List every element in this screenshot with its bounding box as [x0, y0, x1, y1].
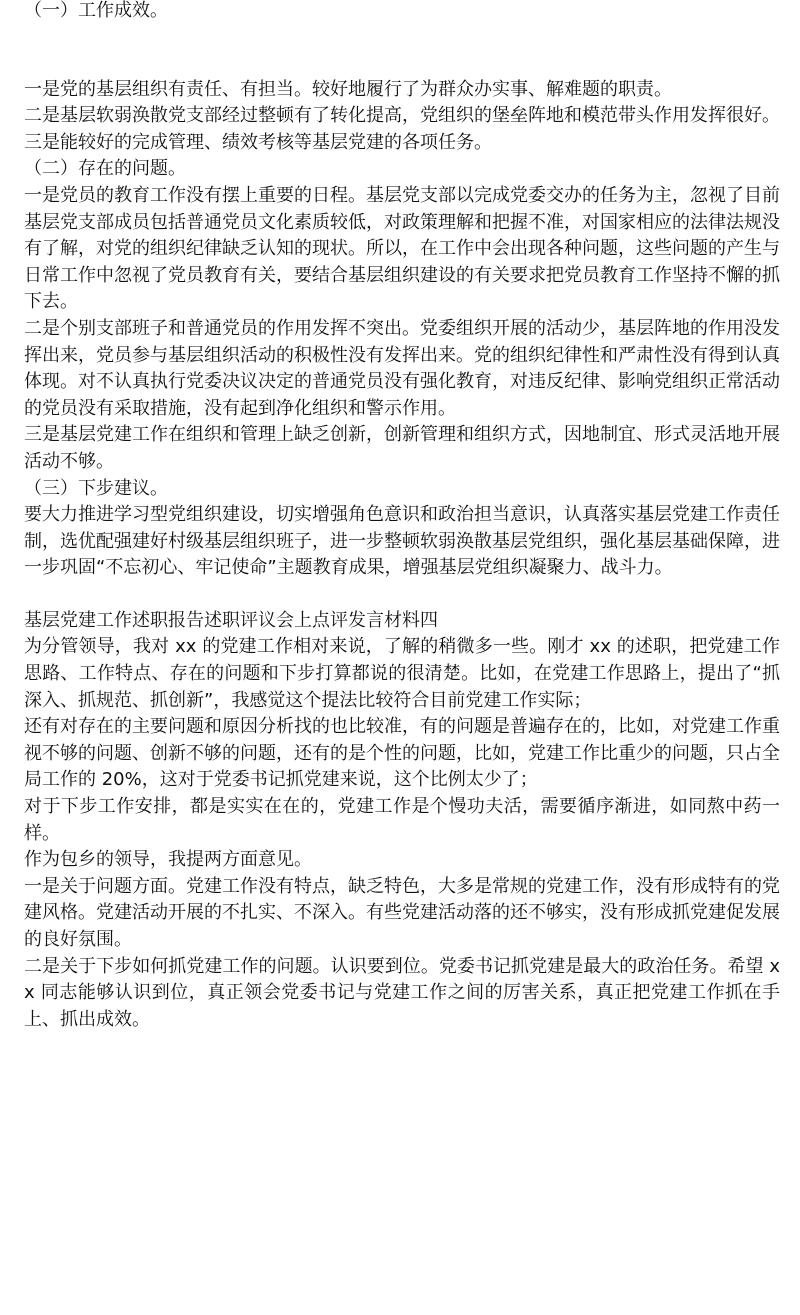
section4-paragraph-2: 还有对存在的主要问题和原因分析找的也比较准，有的问题是普遍存在的，比如，对党建工作重视不够的问题、创新不够的问题，还有的是个性的问题，比如，党建工作比重少的问题，只占全局工作的 20%，这对于党委书记抓党建来说，这个比例太少了； [24, 716, 780, 791]
section4-paragraph-6: 二是关于下步如何抓党建工作的问题。认识要到位。党委书记抓党建是最大的政治任务。希望 xx 同志能够认识到位，真正领会党委书记与党建工作之间的厉害关系，真正把党建工作抓在手上、抓出成效。 [24, 955, 780, 1030]
section3-heading: （三）下步建议。 [24, 477, 168, 499]
section4-paragraph-3: 对于下步工作安排，都是实实在在的，党建工作是个慢功夫活，需要循序渐进，如同熬中药一样。 [24, 796, 780, 844]
section1-paragraph-1: 一是党的基层组织有责任、有担当。较好地履行了为群众办实事、解难题的职责。 [24, 78, 672, 100]
spacer [24, 582, 780, 608]
section3-paragraph-1: 要大力推进学习型党组织建设，切实增强角色意识和政治担当意识，认真落实基层党建工作责任制，选优配强建好村级基层组织班子，进一步整顿软弱涣散基层党组织，强化基层基础保障，进一步巩固“不忘初心、牢记使命”主题教育成果，增强基层党组织凝聚力、战斗力。 [24, 504, 780, 579]
section2-paragraph-3: 三是基层党建工作在组织和管理上缺乏创新，创新管理和组织方式，因地制宜、形式灵活地开展活动不够。 [24, 424, 780, 472]
document-page [24, 0, 780, 1033]
section2-paragraph-1: 一是党员的教育工作没有摆上重要的日程。基层党支部以完成党委交办的任务为主，忽视了目前基层党支部成员包括普通党员文化素质较低，对政策理解和把握不准，对国家相应的法律法规没有了解，对党的组织纪律缺乏认知的现状。所以，在工作中会出现各种问题，这些问题的产生与日常工作中忽视了党员教育有关，要结合基层组织建设的有关要求把党员教育工作坚持不懈的抓下去。 [24, 184, 780, 313]
spacer [24, 25, 780, 77]
section4-paragraph-1: 为分管领导，我对 xx 的党建工作相对来说，了解的稍微多一些。刚才 xx 的述职，把党建工作思路、工作特点、存在的问题和下步打算都说的很清楚。比如，在党建工作思路上，提出了“抓深入、抓规范、抓创新”，我感觉这个提法比较符合目前党建工作实际； [24, 636, 780, 711]
section1-heading: （一）工作成效。 [24, 0, 168, 21]
section4-title: 基层党建工作述职报告述职评议会上点评发言材料四 [24, 609, 438, 631]
section2-paragraph-2: 二是个别支部班子和普通党员的作用发挥不突出。党委组织开展的活动少，基层阵地的作用没发挥出来，党员参与基层组织活动的积极性没有发挥出来。党的组织纪律性和严肃性没有得到认真体现。对不认真执行党委决议决定的普通党员没有强化教育，对违反纪律、影响党组织正常活动的党员没有采取措施，没有起到净化组织和警示作用。 [24, 317, 780, 419]
section1-paragraph-3: 三是能较好的完成管理、绩效考核等基层党建的各项任务。 [24, 131, 492, 153]
section2-heading: （二）存在的问题。 [24, 158, 186, 180]
section4-paragraph-4: 作为包乡的领导，我提两方面意见。 [24, 849, 312, 871]
section1-paragraph-2: 二是基层软弱涣散党支部经过整顿有了转化提高，党组织的堡垒阵地和模范带头作用发挥很好。 [24, 105, 780, 127]
section4-paragraph-5: 一是关于问题方面。党建工作没有特点，缺乏特色，大多是常规的党建工作，没有形成特有的党建风格。党建活动开展的不扎实、不深入。有些党建活动落的还不够实，没有形成抓党建促发展的良好氛围。 [24, 875, 780, 950]
